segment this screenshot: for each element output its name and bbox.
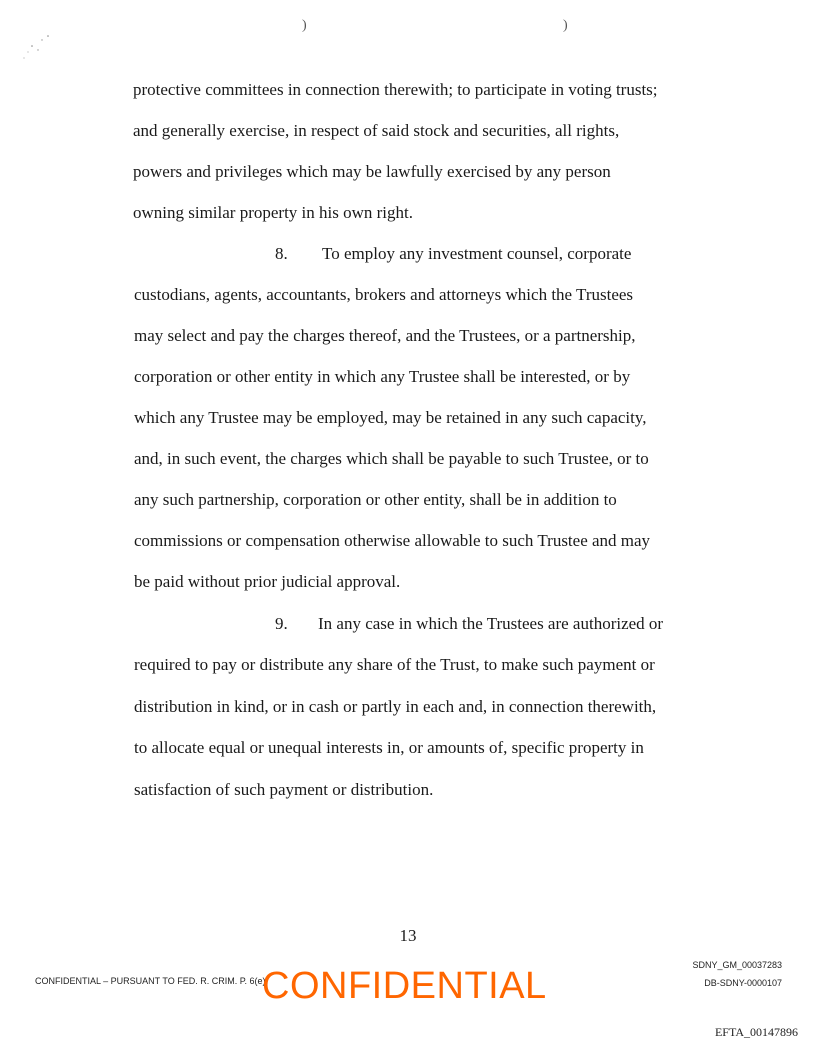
body-line: required to pay or distribute any share of the Trust, to make such payment or bbox=[134, 655, 655, 674]
body-line: protective committees in connection therewith; to participate in voting trusts; bbox=[133, 80, 658, 99]
bates-number-2: DB-SDNY-0000107 bbox=[704, 978, 782, 988]
body-line: and generally exercise, in respect of said stock and securities, all rights, bbox=[133, 121, 620, 140]
bates-number-1: SDNY_GM_00037283 bbox=[692, 960, 782, 970]
body-line: distribution in kind, or in cash or partly in each and, in connection therewith, bbox=[134, 697, 657, 716]
efta-number: EFTA_00147896 bbox=[714, 1025, 798, 1039]
paragraph-first-line: To employ any investment counsel, corporate bbox=[322, 244, 632, 263]
confidential-stamp: CONFIDENTIAL bbox=[262, 965, 547, 1007]
page-number: 13 bbox=[399, 926, 417, 945]
body-line: corporation or other entity in which any Trustee shall be interested, or by bbox=[134, 367, 631, 386]
scan-noise-icon bbox=[18, 28, 58, 68]
body-line: custodians, agents, accountants, brokers and attorneys which the Trustees bbox=[134, 285, 634, 304]
body-line: commissions or compensation otherwise allowable to such Trustee and may bbox=[134, 531, 651, 550]
paragraph-number: 8. bbox=[275, 244, 288, 263]
confidential-note: CONFIDENTIAL – PURSUANT TO FED. R. CRIM. P. 6(e) bbox=[35, 976, 266, 986]
body-line: satisfaction of such payment or distribution. bbox=[134, 780, 434, 799]
body-line: be paid without prior judicial approval. bbox=[134, 572, 401, 591]
scan-mark: ) bbox=[302, 18, 307, 33]
paragraph-first-line: In any case in which the Trustees are authorized or bbox=[318, 614, 664, 633]
scan-mark: ) bbox=[563, 18, 568, 33]
body-line: to allocate equal or unequal interests in, or amounts of, specific property in bbox=[134, 738, 644, 757]
scan-specks bbox=[18, 28, 58, 73]
body-line: owning similar property in his own right. bbox=[133, 203, 414, 222]
body-line: may select and pay the charges thereof, and the Trustees, or a partnership, bbox=[134, 326, 636, 345]
paragraph-number: 9. bbox=[275, 614, 288, 633]
body-line: and, in such event, the charges which shall be payable to such Trustee, or to bbox=[134, 449, 649, 468]
body-line: any such partnership, corporation or other entity, shall be in addition to bbox=[134, 490, 617, 509]
body-line: which any Trustee may be employed, may be retained in any such capacity, bbox=[134, 408, 647, 427]
body-line: powers and privileges which may be lawfully exercised by any person bbox=[133, 162, 611, 181]
